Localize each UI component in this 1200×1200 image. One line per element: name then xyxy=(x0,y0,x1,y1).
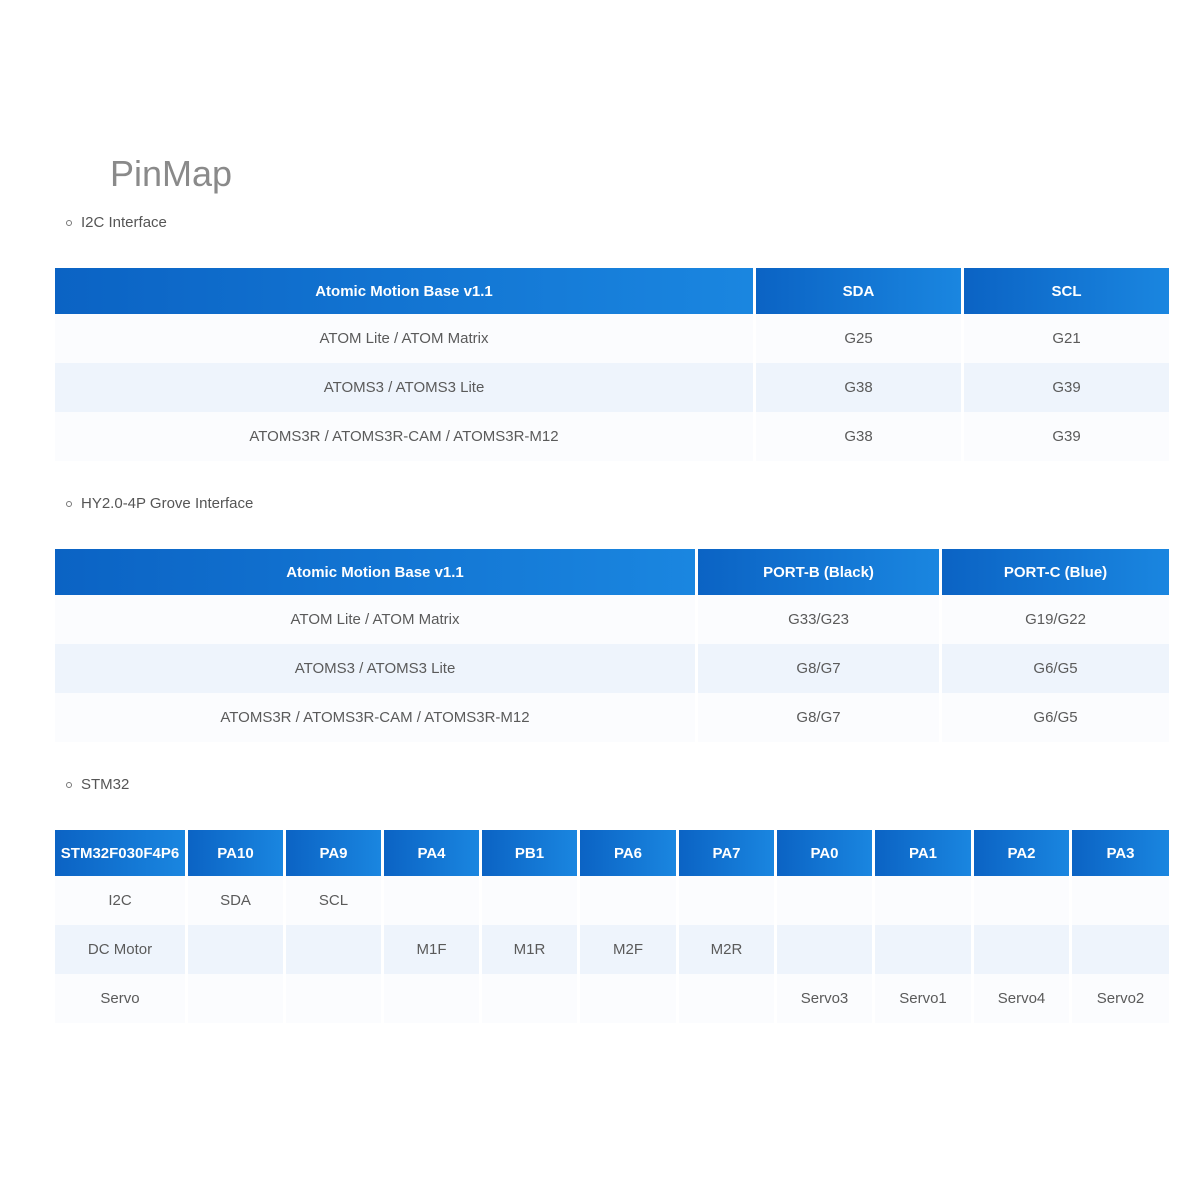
table-cell: Servo2 xyxy=(1072,974,1169,1023)
table-cell xyxy=(974,925,1072,974)
table-header-cell: STM32F030F4P6 xyxy=(55,830,188,876)
table-cell xyxy=(679,974,777,1023)
table-header-cell: PA7 xyxy=(679,830,777,876)
bullet-icon xyxy=(66,501,72,507)
table-cell xyxy=(286,974,384,1023)
table-cell: G19/G22 xyxy=(942,595,1169,644)
table-cell: G25 xyxy=(756,314,964,363)
table-cell: ATOMS3R / ATOMS3R-CAM / ATOMS3R-M12 xyxy=(55,693,698,742)
table-cell: G38 xyxy=(756,412,964,461)
table-cell xyxy=(875,925,974,974)
table-header-cell: SDA xyxy=(756,268,964,314)
table-cell: G38 xyxy=(756,363,964,412)
table-row xyxy=(55,693,1169,742)
table-row xyxy=(55,314,1169,363)
table-cell xyxy=(482,876,580,925)
table-cell xyxy=(974,876,1072,925)
table-header-cell: PA10 xyxy=(188,830,286,876)
table-cell: G8/G7 xyxy=(698,644,942,693)
table-header-cell: PA4 xyxy=(384,830,482,876)
section-label-grove-text: HY2.0-4P Grove Interface xyxy=(81,495,254,512)
table-header-cell: PA6 xyxy=(580,830,679,876)
table-cell xyxy=(777,925,875,974)
table-header-cell: PORT-B (Black) xyxy=(698,549,942,595)
table-cell xyxy=(384,974,482,1023)
table-cell: ATOMS3 / ATOMS3 Lite xyxy=(55,644,698,693)
table-header-cell: PA0 xyxy=(777,830,875,876)
table-cell: G6/G5 xyxy=(942,644,1169,693)
table-cell: Servo3 xyxy=(777,974,875,1023)
table-cell xyxy=(1072,876,1169,925)
table-cell: G8/G7 xyxy=(698,693,942,742)
table-cell: DC Motor xyxy=(55,925,188,974)
i2c-pin-table xyxy=(55,268,1169,461)
table-cell: G6/G5 xyxy=(942,693,1169,742)
page-title: PinMap xyxy=(110,153,233,194)
table-cell xyxy=(482,974,580,1023)
table-header-cell: PB1 xyxy=(482,830,580,876)
table-cell: Servo4 xyxy=(974,974,1072,1023)
table-row xyxy=(55,974,1169,1023)
table-cell: G39 xyxy=(964,363,1169,412)
table-cell: ATOMS3 / ATOMS3 Lite xyxy=(55,363,756,412)
table-header-cell: Atomic Motion Base v1.1 xyxy=(55,268,756,314)
table-cell: ATOM Lite / ATOM Matrix xyxy=(55,595,698,644)
table-row xyxy=(55,363,1169,412)
bullet-icon xyxy=(66,782,72,788)
table-header-cell: PA9 xyxy=(286,830,384,876)
table-header-cell: PA2 xyxy=(974,830,1072,876)
section-label-i2c xyxy=(66,213,167,233)
table-header-cell: PA3 xyxy=(1072,830,1169,876)
table-cell: M2R xyxy=(679,925,777,974)
table-cell: ATOMS3R / ATOMS3R-CAM / ATOMS3R-M12 xyxy=(55,412,756,461)
table-cell: SCL xyxy=(286,876,384,925)
table-cell xyxy=(580,974,679,1023)
table-cell xyxy=(679,876,777,925)
bullet-icon xyxy=(66,220,72,226)
table-cell xyxy=(188,925,286,974)
table-cell: ATOM Lite / ATOM Matrix xyxy=(55,314,756,363)
table-cell: I2C xyxy=(55,876,188,925)
table-cell: G33/G23 xyxy=(698,595,942,644)
table-header-cell: SCL xyxy=(964,268,1169,314)
table-cell xyxy=(875,876,974,925)
table-row xyxy=(55,644,1169,693)
table-row xyxy=(55,876,1169,925)
table-cell: Servo1 xyxy=(875,974,974,1023)
section-label-grove xyxy=(66,494,253,514)
table-header-cell: PA1 xyxy=(875,830,974,876)
section-label-stm32-text: STM32 xyxy=(81,776,130,793)
table-row xyxy=(55,595,1169,644)
table-cell: Servo xyxy=(55,974,188,1023)
table-header-cell: Atomic Motion Base v1.1 xyxy=(55,549,698,595)
table-cell: SDA xyxy=(188,876,286,925)
table-cell: M1R xyxy=(482,925,580,974)
table-cell xyxy=(188,974,286,1023)
table-cell xyxy=(384,876,482,925)
table-cell: G39 xyxy=(964,412,1169,461)
stm32-pin-table xyxy=(55,830,1169,1023)
table-cell xyxy=(1072,925,1169,974)
section-label-stm32 xyxy=(66,775,129,795)
table-cell: G21 xyxy=(964,314,1169,363)
table-cell xyxy=(580,876,679,925)
table-cell xyxy=(286,925,384,974)
table-header-cell: PORT-C (Blue) xyxy=(942,549,1169,595)
section-label-i2c-text: I2C Interface xyxy=(81,214,167,231)
table-cell xyxy=(777,876,875,925)
table-cell: M2F xyxy=(580,925,679,974)
table-row xyxy=(55,925,1169,974)
table-row xyxy=(55,412,1169,461)
grove-pin-table xyxy=(55,549,1169,742)
table-cell: M1F xyxy=(384,925,482,974)
